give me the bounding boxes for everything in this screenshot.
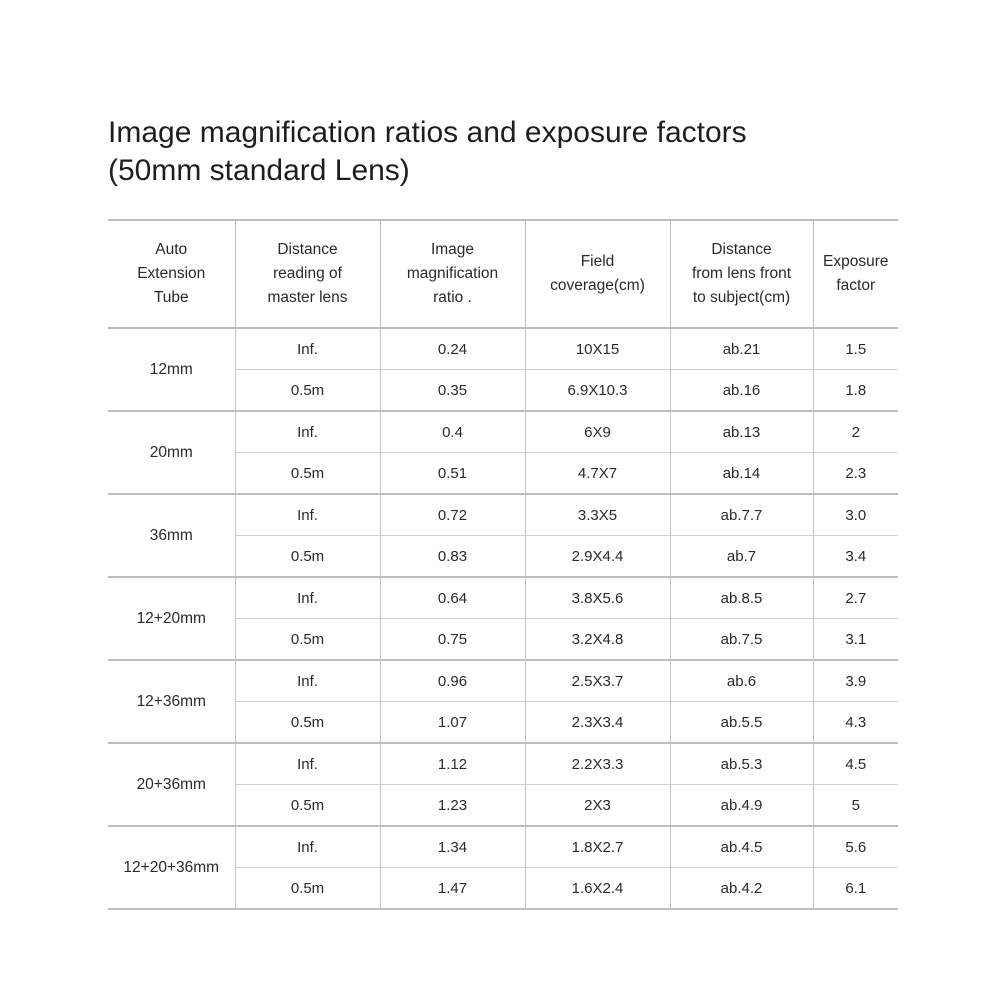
cell-distance: 0.5m (235, 702, 380, 744)
cell-ratio: 0.4 (380, 411, 525, 453)
table-row (108, 411, 898, 453)
cell-field-coverage: 3.2X4.8 (525, 619, 670, 661)
header-text-line: to subject(cm) (692, 289, 791, 306)
header-exposure-factor (813, 220, 898, 328)
table-row (108, 743, 898, 785)
header-text-line: Tube (153, 289, 189, 306)
cell-tube: 20mm (108, 411, 235, 494)
title-line-2: (50mm standard Lens) (108, 154, 410, 187)
cell-distance: Inf. (235, 660, 380, 702)
header-distance-reading (235, 220, 380, 328)
cell-field-coverage: 10X15 (525, 328, 670, 370)
cell-exposure-factor: 2.3 (813, 453, 898, 495)
cell-subject-distance: ab.7.5 (670, 619, 813, 661)
header-distance-to-subject (670, 220, 813, 328)
cell-field-coverage: 2.2X3.3 (525, 743, 670, 785)
cell-field-coverage: 4.7X7 (525, 453, 670, 495)
cell-subject-distance: ab.7 (670, 536, 813, 578)
cell-field-coverage: 6X9 (525, 411, 670, 453)
cell-exposure-factor: 3.4 (813, 536, 898, 578)
cell-distance: Inf. (235, 411, 380, 453)
cell-ratio: 0.96 (380, 660, 525, 702)
header-auto-extension-tube (108, 220, 235, 328)
cell-exposure-factor: 1.5 (813, 328, 898, 370)
cell-exposure-factor: 2 (813, 411, 898, 453)
title-line-1: Image magnification ratios and exposure factors (108, 116, 747, 149)
cell-distance: Inf. (235, 577, 380, 619)
cell-ratio: 0.75 (380, 619, 525, 661)
magnification-table (108, 219, 898, 910)
cell-subject-distance: ab.13 (670, 411, 813, 453)
table-row (108, 660, 898, 702)
cell-field-coverage: 1.8X2.7 (525, 826, 670, 868)
cell-tube: 20+36mm (108, 743, 235, 826)
cell-ratio: 0.24 (380, 328, 525, 370)
cell-exposure-factor: 3.9 (813, 660, 898, 702)
cell-exposure-factor: 5.6 (813, 826, 898, 868)
header-text-line: Image (430, 241, 475, 258)
cell-tube: 12+36mm (108, 660, 235, 743)
cell-tube: 36mm (108, 494, 235, 577)
table-body (108, 328, 898, 909)
cell-distance: Inf. (235, 826, 380, 868)
cell-ratio: 1.47 (380, 868, 525, 910)
cell-ratio: 0.72 (380, 494, 525, 536)
cell-field-coverage: 6.9X10.3 (525, 370, 670, 412)
cell-subject-distance: ab.5.3 (670, 743, 813, 785)
cell-distance: Inf. (235, 743, 380, 785)
cell-distance: 0.5m (235, 619, 380, 661)
header-magnification-ratio (380, 220, 525, 328)
cell-ratio: 0.51 (380, 453, 525, 495)
page-title (108, 114, 928, 190)
cell-subject-distance: ab.4.5 (670, 826, 813, 868)
header-text-line: ratio . (433, 289, 472, 306)
table-row (108, 494, 898, 536)
header-text-line: Extension (137, 265, 206, 282)
cell-subject-distance: ab.4.9 (670, 785, 813, 827)
header-text-line: master lens (267, 289, 348, 306)
header-text-line: reading of (273, 265, 342, 282)
cell-subject-distance: ab.16 (670, 370, 813, 412)
cell-exposure-factor: 4.5 (813, 743, 898, 785)
cell-field-coverage: 1.6X2.4 (525, 868, 670, 910)
table-row (108, 328, 898, 370)
header-row (108, 220, 898, 328)
cell-ratio: 1.07 (380, 702, 525, 744)
cell-ratio: 1.12 (380, 743, 525, 785)
header-text-line: Auto (155, 241, 188, 258)
cell-ratio: 1.34 (380, 826, 525, 868)
cell-subject-distance: ab.6 (670, 660, 813, 702)
cell-distance: 0.5m (235, 370, 380, 412)
cell-exposure-factor: 5 (813, 785, 898, 827)
cell-exposure-factor: 1.8 (813, 370, 898, 412)
cell-exposure-factor: 3.0 (813, 494, 898, 536)
cell-exposure-factor: 4.3 (813, 702, 898, 744)
header-text-line: from lens front (691, 265, 792, 282)
table-header (108, 220, 898, 328)
cell-distance: 0.5m (235, 785, 380, 827)
cell-ratio: 1.23 (380, 785, 525, 827)
cell-field-coverage: 2X3 (525, 785, 670, 827)
cell-distance: 0.5m (235, 868, 380, 910)
cell-distance: 0.5m (235, 536, 380, 578)
cell-field-coverage: 2.9X4.4 (525, 536, 670, 578)
cell-subject-distance: ab.7.7 (670, 494, 813, 536)
header-text-line: Distance (711, 241, 772, 258)
header-text-line: Exposure (823, 253, 889, 270)
cell-tube: 12mm (108, 328, 235, 411)
header-text-line: magnification (406, 265, 499, 282)
cell-field-coverage: 2.3X3.4 (525, 702, 670, 744)
cell-field-coverage: 2.5X3.7 (525, 660, 670, 702)
cell-subject-distance: ab.5.5 (670, 702, 813, 744)
table-row (108, 577, 898, 619)
cell-distance: Inf. (235, 328, 380, 370)
cell-subject-distance: ab.8.5 (670, 577, 813, 619)
cell-distance: Inf. (235, 494, 380, 536)
cell-exposure-factor: 2.7 (813, 577, 898, 619)
cell-tube: 12+20+36mm (108, 826, 235, 909)
cell-tube: 12+20mm (108, 577, 235, 660)
header-field-coverage (525, 220, 670, 328)
cell-ratio: 0.35 (380, 370, 525, 412)
cell-exposure-factor: 3.1 (813, 619, 898, 661)
cell-ratio: 0.64 (380, 577, 525, 619)
cell-field-coverage: 3.3X5 (525, 494, 670, 536)
header-text-line: Distance (277, 241, 338, 258)
header-text-line: factor (836, 277, 876, 294)
table-row (108, 826, 898, 868)
cell-subject-distance: ab.21 (670, 328, 813, 370)
cell-exposure-factor: 6.1 (813, 868, 898, 910)
cell-ratio: 0.83 (380, 536, 525, 578)
cell-field-coverage: 3.8X5.6 (525, 577, 670, 619)
header-text-line: coverage(cm) (550, 277, 645, 294)
header-text-line: Field (580, 253, 615, 270)
cell-distance: 0.5m (235, 453, 380, 495)
cell-subject-distance: ab.4.2 (670, 868, 813, 910)
cell-subject-distance: ab.14 (670, 453, 813, 495)
